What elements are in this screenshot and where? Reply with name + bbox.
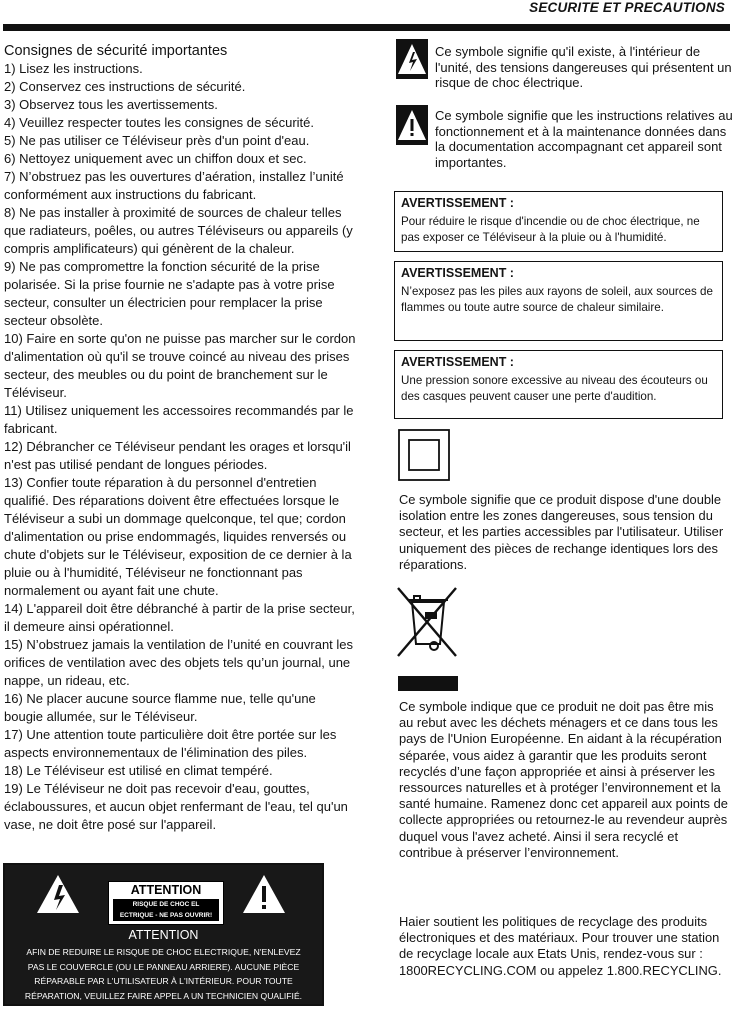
rule-item: 19) Le Téléviseur ne doit pas recevoir d'eau, gouttes, éclaboussures, et aucun objet renfermant de l'eau, tel qu'un vase, ne doit être posé sur l'appareil. xyxy=(4,781,348,832)
recycle-bin-icon xyxy=(390,582,464,660)
attention-body xyxy=(10,945,317,1003)
rule-item: 15) N’obstruez jamais la ventilation de l’unité en couvrant les orifices de ventilation avec des objets tels qu’un journal, une nappe, un rideau, etc. xyxy=(4,637,354,688)
page-title: SECURITE ET PRECAUTIONS xyxy=(529,0,725,15)
warning-box xyxy=(394,350,723,419)
rule-item: 13) Confier toute réparation à du personnel d'entretien qualifié. Des réparations doivent être effectuées lorsque le Téléviseur a subi un dommage quelconque, tel que; cordon d'alimentation ou prise endommagés, liquides renversés ou chute d'objets sur le Téléviseur, exposition de ce dernier à la pluie ou à l'humidité, Téléviseur ne fonctionnant pas normalement ou ayant fait une chute. xyxy=(4,475,352,598)
rule-item: 4) Veuillez respecter toutes les consignes de sécurité. xyxy=(4,115,315,130)
attention-panel xyxy=(3,863,324,1006)
rule-item: 11) Utilisez uniquement les accessoires recommandés par le fabricant. xyxy=(4,403,354,436)
rule-item: 5) Ne pas utiliser ce Téléviseur près d'un point d'eau. xyxy=(4,133,310,148)
voltage-symbol-text: Ce symbole signifie qu'il existe, à l'intérieur de l'unité, des tensions dangereuses qui présentent un risque de choc électrique. xyxy=(435,44,732,90)
warning-body: Pour réduire le risque d'incendie ou de choc électrique, ne pas exposer ce Téléviseur à la pluie ou à l'humidité. xyxy=(401,215,700,244)
attention-line: AFIN DE REDUIRE LE RISQUE DE CHOC ELECTRIQUE, N'ENLEVEZ xyxy=(26,947,301,957)
rule-item: 16) Ne placer aucune source flamme nue, telle qu'une bougie allumée, sur le Téléviseur. xyxy=(4,691,316,724)
rule-item: 3) Observez tous les avertissements. xyxy=(4,97,218,112)
safety-heading: Consignes de sécurité importantes xyxy=(4,43,228,59)
warning-title: AVERTISSEMENT : xyxy=(401,196,514,210)
dangerous-voltage-icon xyxy=(396,39,428,79)
rule-item: 14) L'appareil doit être débranché à partir de la prise secteur, il demeure ainsi opérationnel. xyxy=(4,601,355,634)
exclamation-warning-icon xyxy=(241,873,287,915)
header-rule xyxy=(3,24,730,31)
attention-line: PAS LE COUVERCLE (OU LE PANNEAU ARRIERE). AUCUNE PIÈCE xyxy=(27,961,300,972)
warning-title: AVERTISSEMENT : xyxy=(401,266,514,280)
attention-line: RÉPARABLE PAR L'UTILISATEUR À L'INTÉRIEUR. POUR TOUTE xyxy=(34,976,293,986)
separator-bar xyxy=(398,676,458,691)
attention-line: RÉPARATION, VEUILLEZ FAIRE APPEL A UN TECHNICIEN QUALIFIÉ. xyxy=(24,990,303,1001)
warning-body: N’exposez pas les piles aux rayons de soleil, aux sources de flammes ou toute autre source de chaleur similaire. xyxy=(401,285,713,314)
exclamation-symbol-icon xyxy=(396,105,428,145)
attention-label xyxy=(108,881,224,925)
warning-box xyxy=(394,191,723,252)
attention-label-line1: RISQUE DE CHOC EL xyxy=(113,899,219,910)
rule-item: 12) Débrancher ce Téléviseur pendant les orages et lorsqu'il n'est pas utilisé pendant de longues périodes. xyxy=(4,439,351,472)
weee-text: Ce symbole indique que ce produit ne doit pas être mis au rebut avec les déchets ménagers et ce dans tous les pays de l'Union Européenne. En aidant à la récupération séparée, vous aidez à garantir que les produits seront recyclés d’une façon appropriée et ainsi à préserver les ressources naturelles et à protéger l’environnement et la santé humaine. Ramenez donc cet appareil aux points de collecte appropriées ou retournez-le au revendeur auprès duquel vous l'avez acheté. Ainsi il sera recyclé et contribue à préserver l’environnement. xyxy=(399,699,728,860)
rule-item: 7) N’obstruez pas les ouvertures d’aération, installez l’unité conformément aux instructions du fabricant. xyxy=(4,169,344,202)
safety-instructions xyxy=(4,42,356,834)
attention-label-title: ATTENTION xyxy=(130,883,202,897)
double-insulation-icon xyxy=(398,429,450,481)
rule-item: 9) Ne pas compromettre la fonction sécurité de la prise polarisée. Si la prise fournie ne s'adapte pas à votre prise secteur, consulter un électricien pour remplacer la prise secteur obsolète. xyxy=(4,259,335,328)
attention-title: ATTENTION xyxy=(128,928,199,942)
rule-item: 1) Lisez les instructions. xyxy=(4,61,143,76)
instructions-symbol-text: Ce symbole signifie que les instructions relatives au fonctionnement et à la maintenance données dans la documentation accompagnant cet appareil sont importantes. xyxy=(435,108,733,170)
double-insulation-text: Ce symbole signifie que ce produit dispose d'une double isolation entre les zones dangereuses, sous tension du secteur, et les parties accessibles par l'utilisateur. Utiliser uniquement des pièces de rechange identiques lors des réparations. xyxy=(399,492,724,572)
warning-box xyxy=(394,261,723,341)
rule-item: 6) Nettoyez uniquement avec un chiffon doux et sec. xyxy=(4,151,307,166)
warning-body: Une pression sonore excessive au niveau des écouteurs ou des casques peuvent causer une perte d'audition. xyxy=(401,374,708,403)
recycling-text: Haier soutient les politiques de recyclage des produits électroniques et des matériaux. Pour trouver une station de recyclage locale aux Etats Unis, rendez-vous sur : 1800RECYCLING.COM ou appelez 1.800.RECYCLING. xyxy=(399,914,722,978)
warning-title: AVERTISSEMENT : xyxy=(401,355,514,369)
rule-item: 17) Une attention toute particulière doit être portée sur les aspects environnementaux de l'élimination des piles. xyxy=(4,727,337,760)
rule-item: 10) Faire en sorte qu'on ne puisse pas marcher sur le cordon d'alimentation où qu'il se trouve coincé au niveau des prises secteur, des meubles ou du point de branchement sur le Téléviseur. xyxy=(4,331,356,400)
rule-item: 8) Ne pas installer à proximité de sources de chaleur telles que radiateurs, poêles, ou autres Téléviseurs ou appareils (y compris amplificateurs) qui génèrent de la chaleur. xyxy=(4,205,353,256)
attention-label-line2: ECTRIQUE - NE PAS OUVRIR! xyxy=(113,910,219,921)
rule-item: 2) Conservez ces instructions de sécurité. xyxy=(4,79,246,94)
lightning-warning-icon xyxy=(35,873,81,915)
rule-item: 18) Le Téléviseur est utilisé en climat tempéré. xyxy=(4,763,273,778)
